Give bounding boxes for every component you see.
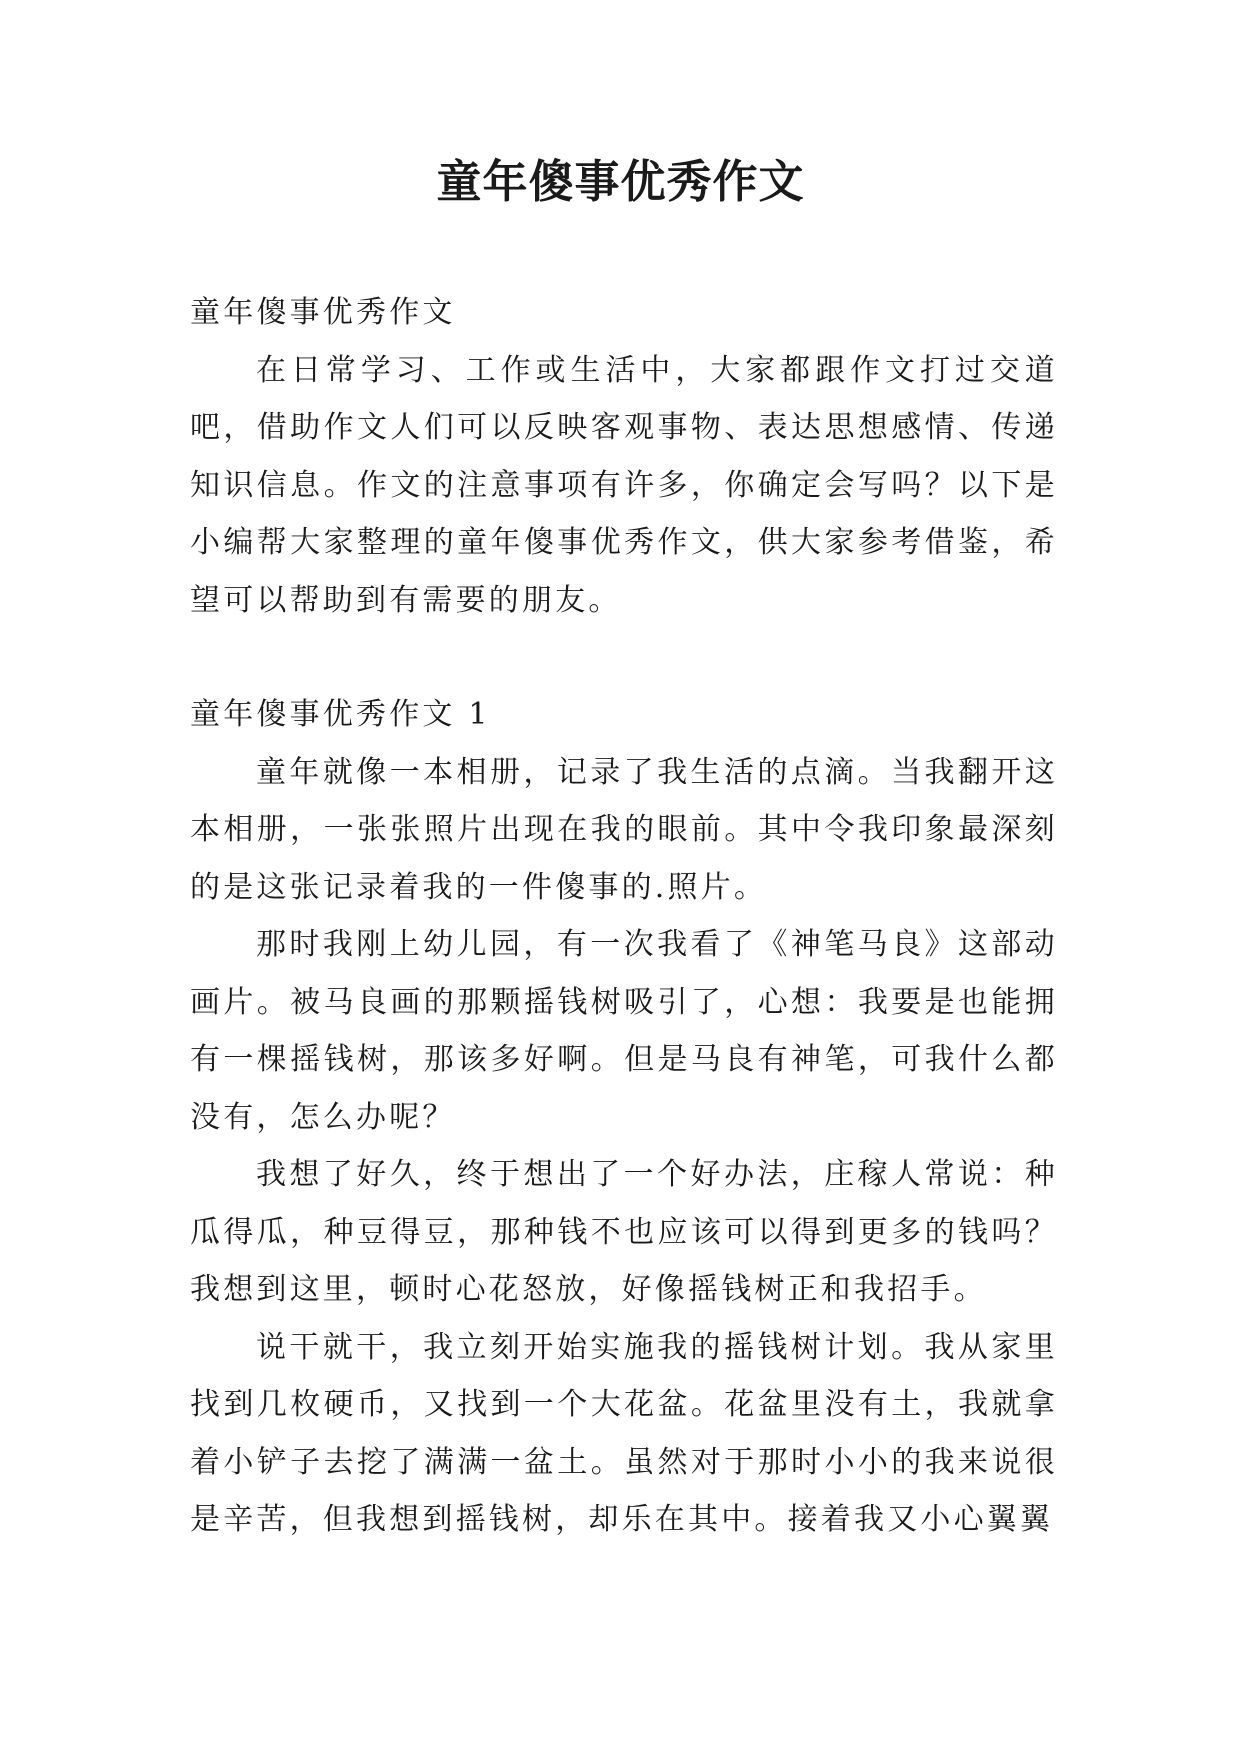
document-title: 童年傻事优秀作文 [436, 155, 805, 208]
body-paragraph: 我想了好久，终于想出了一个好办法，庄稼人常说：种瓜得瓜，种豆得豆，那种钱不也应该可以得到更多的钱吗？我想到这里，顿时心花怒放，好像摇钱树正和我招手。 [190, 1157, 1058, 1307]
body-paragraph: 那时我刚上幼儿园，有一次我看了《神笔马良》这部动画片。被马良画的那颗摇钱树吸引了，心想：我要是也能拥有一棵摇钱树，那该多好啊。但是马良有神笔，可我什么都没有，怎么办呢？ [190, 927, 1058, 1135]
document-body [190, 284, 1058, 1549]
intro-paragraph: 在日常学习、工作或生活中，大家都跟作文打过交道吧，借助作文人们可以反映客观事物、表达思想感情、传递知识信息。作文的注意事项有许多，你确定会写吗？以下是小编帮大家整理的童年傻事优秀作文，供大家参考借鉴，希望可以帮助到有需要的朋友。 [190, 352, 1058, 618]
intro-heading: 童年傻事优秀作文 [190, 295, 456, 330]
body-paragraph: 说干就干，我立刻开始实施我的摇钱树计划。我从家里找到几枚硬币，又找到一个大花盆。花盆里没有土，我就拿着小铲子去挖了满满一盆土。虽然对于那时小小的我来说很是辛苦，但我想到摇钱树，却乐在其中。接着我又小心翼翼 [190, 1329, 1058, 1537]
section-heading: 童年傻事优秀作文 1 [190, 697, 491, 732]
body-paragraph: 童年就像一本相册，记录了我生活的点滴。当我翻开这本相册，一张张照片出现在我的眼前。其中令我印象最深刻的是这张记录着我的一件傻事的.照片。 [190, 754, 1058, 905]
